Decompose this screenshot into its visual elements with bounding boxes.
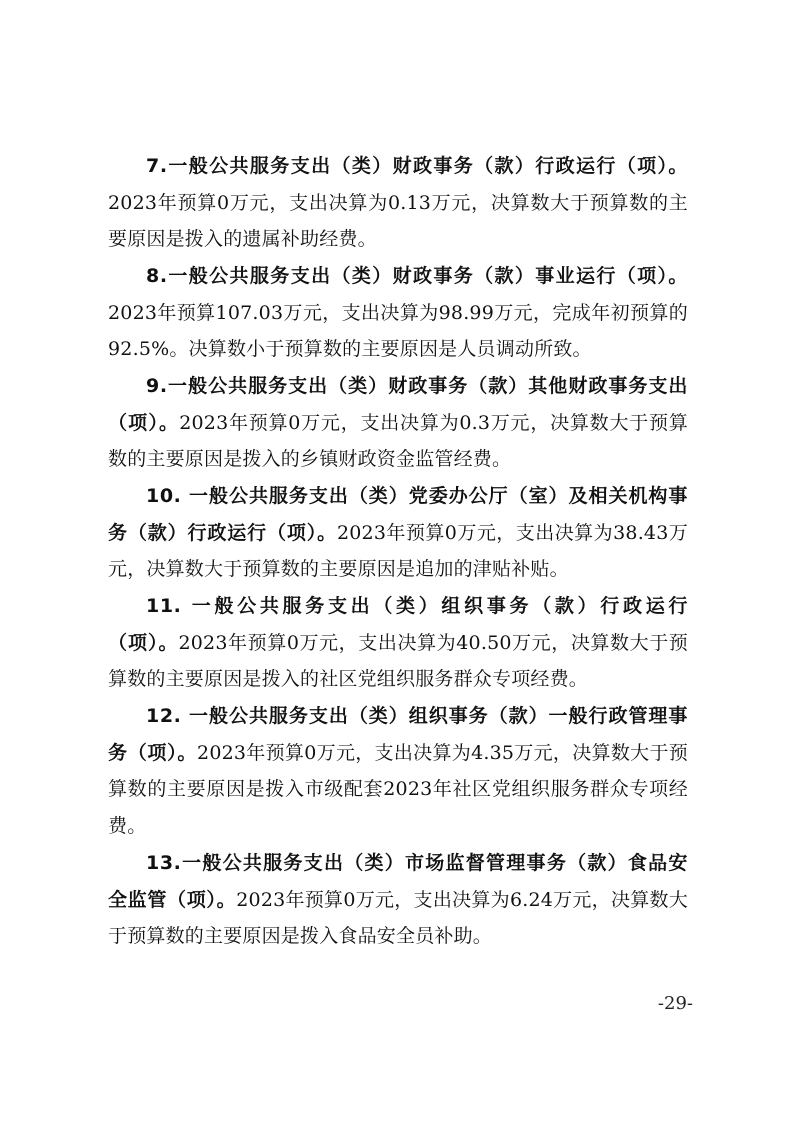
paragraph-heading: 10. 一般公共服务支出（类）党委办公厅（室）及相关机构事务（款）行政运行（项）。 (108, 485, 688, 544)
paragraph-item-11 (108, 588, 688, 698)
paragraph-heading: 8.一般公共服务支出（类）财政事务（款）事业运行（项）。 (146, 265, 688, 287)
paragraph-body: 2023年预算0万元，支出决算为6.24万元，决算数大于预算数的主要原因是拨入食品安全员补助。 (108, 888, 688, 947)
paragraph-body: 2023年预算0万元，支出决算为38.43万元，决算数大于预算数的主要原因是追加的津贴补贴。 (108, 521, 688, 580)
paragraph-body: 2023年预算0万元，支出决算为40.50万元，决算数大于预算数的主要原因是拨入的社区党组织服务群众专项经费。 (108, 631, 688, 690)
paragraph-heading: 13.一般公共服务支出（类）市场监督管理事务（款）食品安全监管（项）。 (108, 852, 688, 911)
paragraph-item-10 (108, 478, 688, 588)
paragraph-item-9 (108, 368, 688, 478)
paragraph-body: 2023年预算0万元，支出决算为0.3万元，决算数大于预算数的主要原因是拨入的乡镇财政资金监管经费。 (108, 411, 688, 470)
paragraph-body: 2023年预算0万元，支出决算为0.13万元，决算数大于预算数的主要原因是拨入的遗属补助经费。 (108, 191, 688, 250)
paragraph-heading: 12. 一般公共服务支出（类）组织事务（款）一般行政管理事务（项）。 (108, 705, 688, 764)
paragraph-item-12 (108, 698, 688, 844)
page-number: -29- (657, 993, 693, 1014)
paragraph-item-13 (108, 845, 688, 955)
paragraph-heading: 9.一般公共服务支出（类）财政事务（款）其他财政事务支出（项）。 (108, 375, 688, 434)
paragraph-item-8 (108, 258, 688, 368)
paragraph-heading: 11. 一般公共服务支出（类）组织事务（款）行政运行（项）。 (108, 595, 688, 654)
paragraph-body: 2023年预算107.03万元，支出决算为98.99万元，完成年初预算的92.5%。决算数小于预算数的主要原因是人员调动所致。 (108, 301, 688, 360)
paragraph-body: 2023年预算0万元，支出决算为4.35万元，决算数大于预算数的主要原因是拨入市级配套2023年社区党组织服务群众专项经费。 (108, 741, 688, 837)
paragraph-heading: 7.一般公共服务支出（类）财政事务（款）行政运行（项）。 (146, 155, 688, 177)
paragraph-item-7 (108, 148, 688, 258)
